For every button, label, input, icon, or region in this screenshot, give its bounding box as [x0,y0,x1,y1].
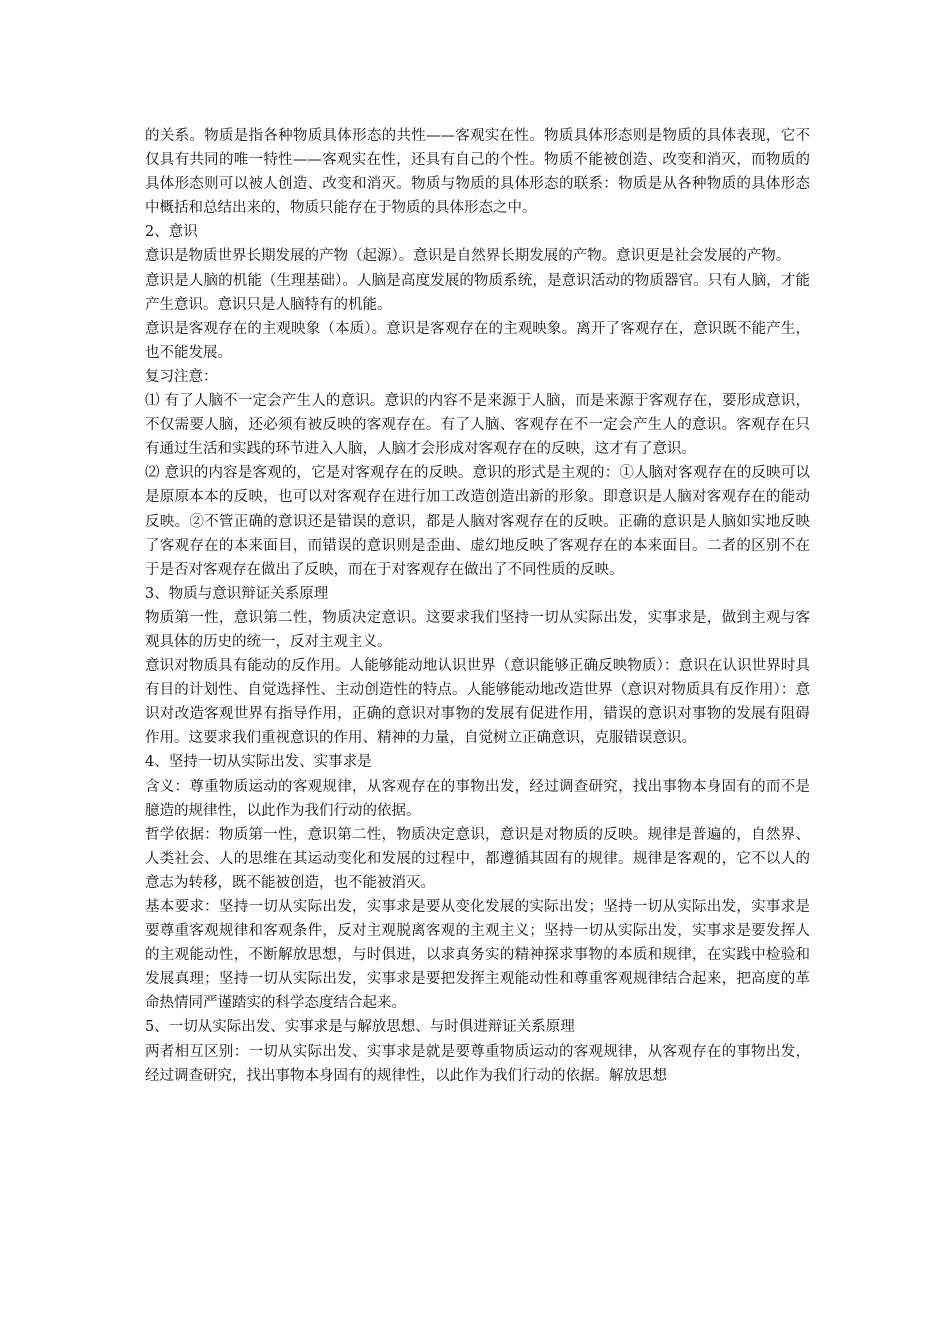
paragraph-note-1: ⑴ 有了人脑不一定会产生人的意识。意识的内容不是来源于人脑，而是来源于客观存在，要形成意识，不仅需要人脑，还必须有被反映的客观存在。有了人脑、客观存在不一定会产生人的意识。客观存在只有通过生活和实践的环节进入人脑，人脑才会形成对客观存在的反映，这才有了意识。 [145,393,810,458]
paragraph-consciousness-essence: 意识是客观存在的主观映象（本质）。意识是客观存在的主观映象。离开了客观存在，意识既不能产生，也不能发展。 [145,320,810,361]
paragraph-consciousness-basis: 意识是人脑的机能（生理基础）。人脑是高度发展的物质系统，是意识活动的物质器官。只有人脑，才能产生意识。意识只是人脑特有的机能。 [145,272,810,313]
paragraph-philosophical-basis: 哲学依据：物质第一性，意识第二性，物质决定意识，意识是对物质的反映。规律是普遍的，自然界、人类社会、人的思维在其运动变化和发展的过程中，都遵循其固有的规律。规律是客观的，它不以人的意志为转移，既不能被创造，也不能被消灭。 [145,826,810,891]
paragraph-basic-requirements: 基本要求：坚持一切从实际出发，实事求是要从变化发展的实际出发；坚持一切从实际出发，实事求是要尊重客观规律和客观条件，反对主观脱离客观的主观主义；坚持一切从实际出发，实事求是要发挥人的主观能动性，不断解放思想，与时俱进，以求真务实的精神探求事物的本质和规律，在实践中检验和发展真理；坚持一切从实际出发，实事求是要把发挥主观能动性和尊重客观规律结合起来，把高度的革命热情同严谨踏实的科学态度结合起来。 [145,899,810,1012]
heading-emancipate-mind: 5、一切从实际出发、实事求是与解放思想、与时俱进辩证关系原理 [145,1019,575,1036]
heading-consciousness: 2、意识 [145,224,198,241]
paragraph-meaning: 含义：尊重物质运动的客观规律，从客观存在的事物出发，经过调查研究，找出事物本身固有的而不是臆造的规律性，以此作为我们行动的依据。 [145,778,810,819]
heading-review-notes: 复习注意： [145,368,218,385]
paragraph-consciousness-origin: 意识是物质世界长期发展的产物（起源）。意识是自然界长期发展的产物。意识更是社会发展的产物。 [145,248,791,265]
paragraph-note-2: ⑵ 意识的内容是客观的，它是对客观存在的反映。意识的形式是主观的：①人脑对客观存在的反映可以是原原本本的反映，也可以对客观存在进行加工改造创造出新的形象。即意识是人脑对客观存在的能动反映。②不管正确的意识还是错误的意识，都是人脑对客观存在的反映。正确的意识是人脑如实地反映了客观存在的本来面目，而错误的意识则是歪曲、虚幻地反映了客观存在的本来面目。二者的区别不在于是否对客观存在做出了反映，而在于对客观存在做出了不同性质的反映。 [145,465,810,578]
heading-seek-truth: 4、坚持一切从实际出发、实事求是 [145,754,372,771]
paragraph-matter-first: 物质第一性，意识第二性，物质决定意识。这要求我们坚持一切从实际出发，实事求是，做到主观与客观具体的历史的统一，反对主观主义。 [145,609,810,650]
paragraph-consciousness-reaction: 意识对物质具有能动的反作用。人能够能动地认识世界（意识能够正确反映物质）：意识在认识世界时具有目的计划性、自觉选择性、主动创造性的特点。人能够能动地改造世界（意识对物质具有反作用）：意识对改造客观世界有指导作用，正确的意识对事物的发展有促进作用，错误的意识对事物的发展有阻碍作用。这要求我们重视意识的作用、精神的力量，自觉树立正确意识，克服错误意识。 [145,658,810,747]
heading-dialectical-relation: 3、物质与意识辩证关系原理 [145,585,329,602]
document-body [145,124,810,1088]
paragraph-matter-relation: 的关系。物质是指各种物质具体形态的共性——客观实在性。物质具体形态则是物质的具体表现，它不仅具有共同的唯一特性——客观实在性，还具有自己的个性。物质不能被创造、改变和消灭，而物质的具体形态则可以被人创造、改变和消灭。物质与物质的具体形态的联系：物质是从各种物质的具体形态中概括和总结出来的，物质只能存在于物质的具体形态之中。 [145,128,810,217]
paragraph-differences: 两者相互区别：一切从实际出发、实事求是就是要尊重物质运动的客观规律，从客观存在的事物出发，经过调查研究，找出事物本身固有的规律性，以此作为我们行动的依据。解放思想 [145,1043,810,1084]
